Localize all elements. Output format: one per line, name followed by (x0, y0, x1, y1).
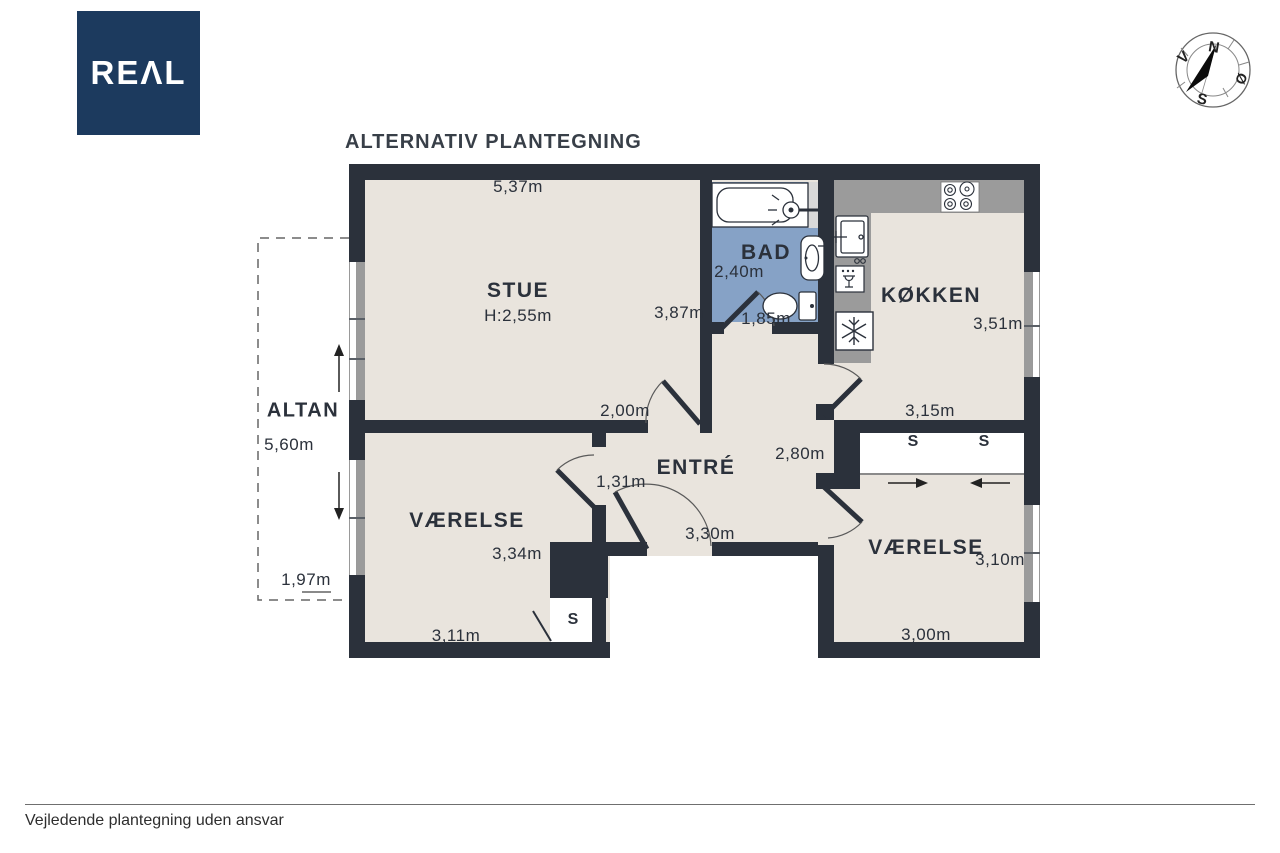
dim-stue-right: 3,87m (654, 303, 704, 322)
dim-altan-length: 5,60m (264, 435, 314, 454)
room-label-altan: ALTAN (266, 399, 340, 422)
door-entrance (615, 492, 647, 549)
dim-vaerelse-left-right: 3,34m (492, 544, 542, 563)
compass-south-label: S (1195, 90, 1209, 109)
compass-north-label: N (1207, 38, 1221, 57)
bathroom-sink-icon (801, 236, 825, 280)
compass-east-label: Ø (1231, 70, 1251, 87)
footer-divider (25, 804, 1255, 805)
dim-kokken-right: 3,51m (973, 314, 1023, 333)
real-logo-text: REΛL (90, 54, 187, 91)
door-stue (663, 381, 700, 424)
compass-west-label: V (1174, 47, 1194, 68)
dim-vaerelse-right-right: 3,10m (975, 550, 1025, 569)
room-label-vaerelse-left: VÆRELSE (409, 509, 525, 532)
closet-sliding-arrows (888, 478, 1010, 488)
room-label-bad: BAD (741, 241, 791, 264)
room-label-vaerelse-right: VÆRELSE (868, 536, 984, 559)
dim-entre-nook: 1,31m (596, 472, 646, 491)
page-title: ALTERNATIV PLANTEGNING (345, 131, 642, 153)
disclaimer-text: Vejledende plantegning uden ansvar (25, 812, 284, 829)
door-bedroom-left (557, 470, 594, 507)
shower-head-icon (789, 208, 794, 213)
closet-label: S (978, 433, 990, 450)
dim-entre-width: 2,80m (775, 444, 825, 463)
dim-altan-width: 1,97m (281, 570, 331, 589)
room-label-entre: ENTRÉ (656, 456, 736, 479)
dim-stue-bottom: 2,00m (600, 401, 650, 420)
compass-rose (1174, 33, 1250, 109)
dim-vaerelse-left-bottom: 3,11m (431, 626, 481, 645)
dim-entre-bottom: 3,30m (685, 524, 735, 543)
stove-icon (941, 182, 979, 212)
dishwasher-icon (836, 266, 864, 292)
balcony-arrows (334, 344, 344, 520)
dim-kokken-bottom: 3,15m (905, 401, 955, 420)
dim-vaerelse-right-bottom: 3,00m (901, 625, 951, 644)
door-bedroom-right (824, 487, 862, 522)
dim-stue-top: 5,37m (493, 177, 543, 196)
door-kitchen (824, 379, 861, 416)
dim-bad-width: 2,40m (714, 262, 764, 281)
stue-ceiling-height: H:2,55m (484, 306, 552, 325)
kitchen-sink-icon (831, 216, 868, 257)
fridge-icon (836, 312, 873, 350)
bathtub (712, 183, 818, 227)
closet-label: S (567, 611, 579, 628)
dim-bad-bottom: 1,85m (741, 309, 791, 328)
room-label-kokken: KØKKEN (880, 284, 982, 307)
counter-handles-icon (855, 259, 866, 264)
closet-left-door-line (533, 611, 551, 641)
room-label-stue: STUE (486, 279, 550, 302)
closet-label: S (907, 433, 919, 450)
